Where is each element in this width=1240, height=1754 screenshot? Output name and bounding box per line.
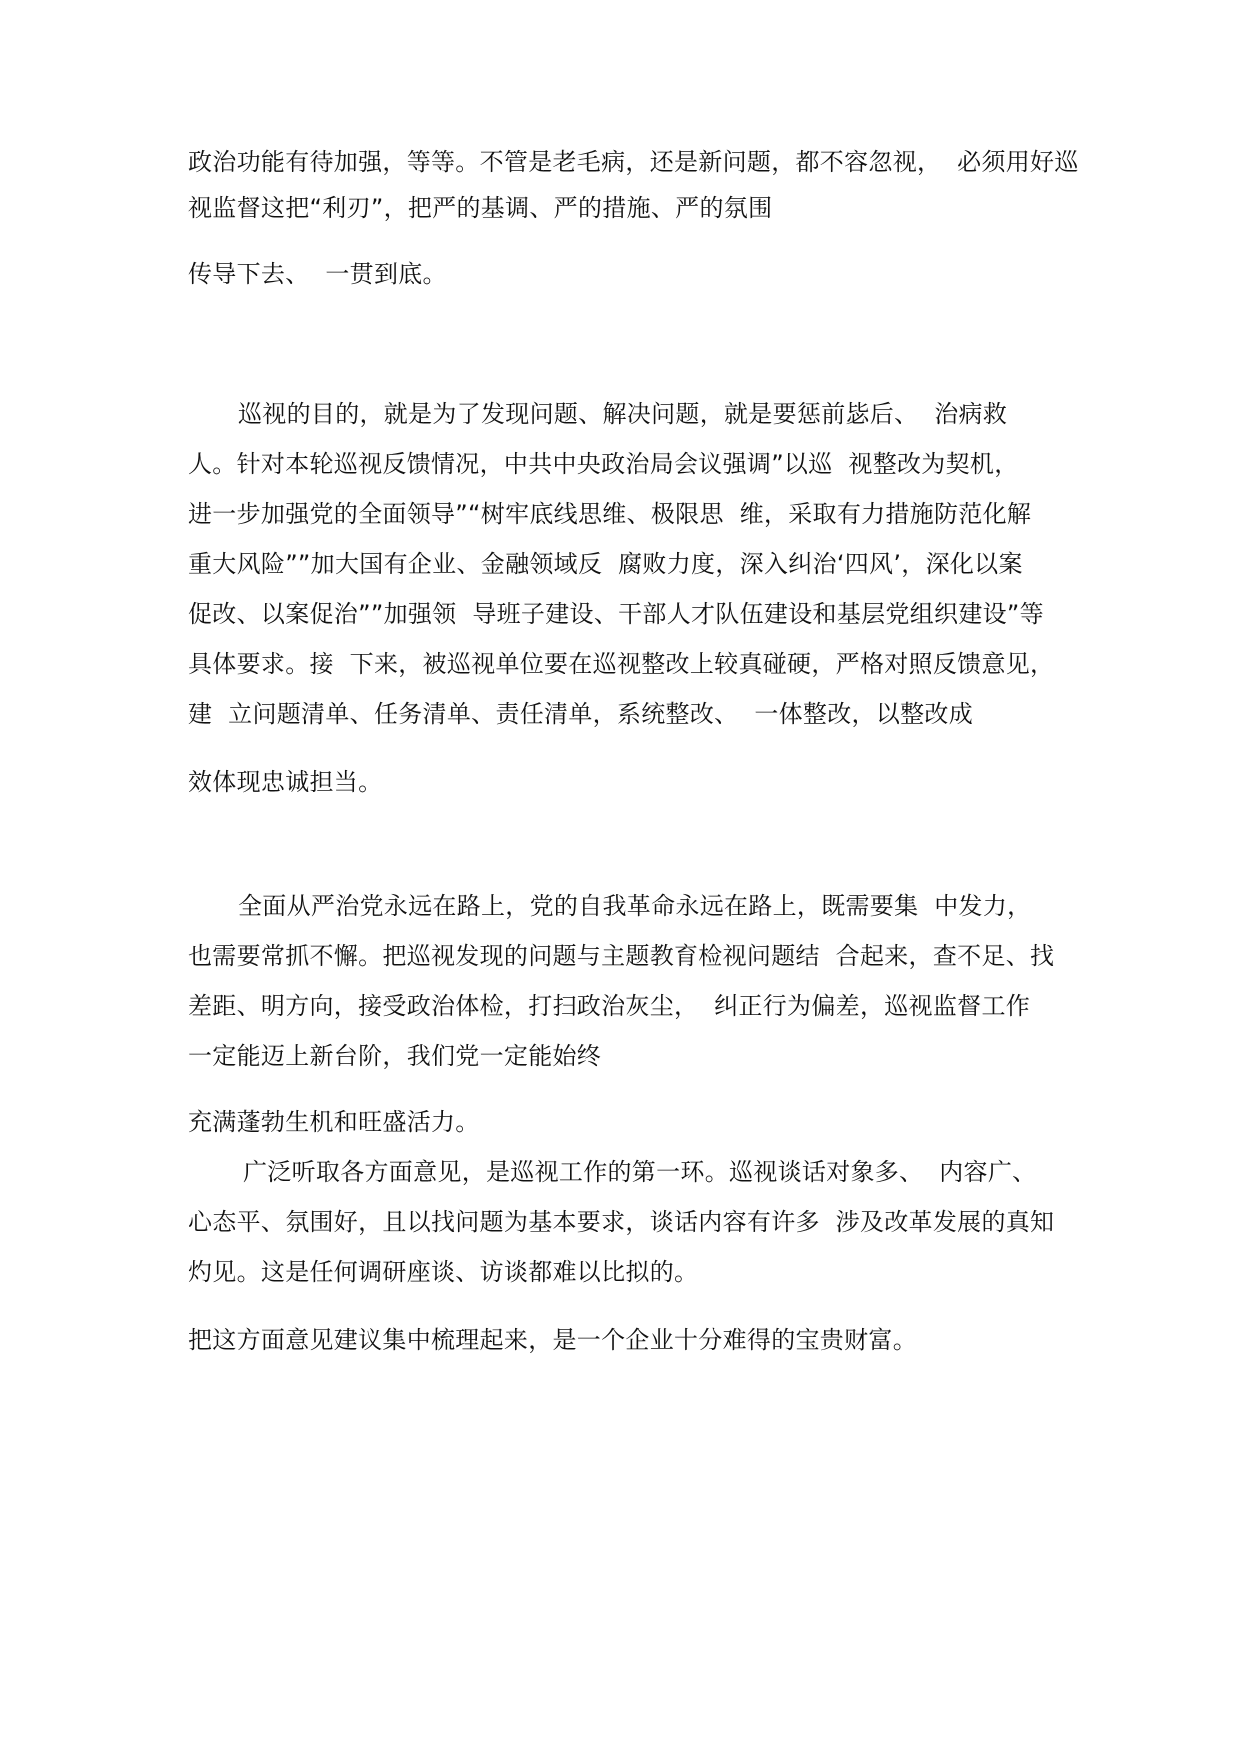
paragraph-2-line-1: 巡视的目的，就是为了发现问题、解决问题，就是要惩前毖后、 治病救 [238,400,1008,428]
paragraph-3-line-4: 一定能迈上新台阶，我们党一定能始终 [188,1042,602,1070]
paragraph-3-line-3: 差距、明方向，接受政治体检，打扫政治灰尘， 纠正行为偏差，巡视监督工作 [188,992,1031,1020]
paragraph-2-line-6: 具体要求。接 下来，被巡视单位要在巡视整改上较真碰硬，严格对照反馈意见， [188,650,1055,678]
paragraph-2-line-7: 建 立问题清单、任务清单、责任清单，系统整改、 一体整改，以整改成 [188,700,974,728]
paragraph-4-line-1: 广泛听取各方面意见，是巡视工作的第一环。巡视谈话对象多、 内容广、 [243,1158,1037,1186]
paragraph-3-line-2: 也需要常抓不懈。把巡视发现的问题与主题教育检视问题结 合起来，查不足、找 [188,942,1055,970]
paragraph-3-line-5: 充满蓬勃生机和旺盛活力。 [188,1108,480,1136]
paragraph-2-line-5: 促改、以案促治””加强领 导班子建设、干部人才队伍建设和基层党组织建设”等 [188,600,1044,628]
paragraph-1-line-2: 视监督这把“利刃”，把严的基调、严的措施、严的氛围 [188,194,773,222]
paragraph-4-line-2: 心态平、氛围好，且以找问题为基本要求，谈话内容有许多 涉及改革发展的真知 [188,1208,1055,1236]
paragraph-2-line-4: 重大风险””加大国有企业、金融领域反 腐败力度，深入纠治‘四风’，深化以案 [188,550,1023,578]
paragraph-4-line-3: 灼见。这是任何调研座谈、访谈都难以比拟的。 [188,1258,699,1286]
paragraph-2-line-8: 效体现忠诚担当。 [188,768,383,796]
paragraph-2-line-3: 进一步加强党的全面领导”“树牢底线思维、极限思 维，采取有力措施防范化解 [188,500,1032,528]
paragraph-3-line-1: 全面从严治党永远在路上，党的自我革命永远在路上，既需要集 中发力， [238,892,1032,920]
paragraph-4-line-4: 把这方面意见建议集中梳理起来，是一个企业十分难得的宝贵财富。 [188,1326,917,1354]
paragraph-1-line-1: 政治功能有待加强，等等。不管是老毛病，还是新问题，都不容忽视， 必须用好巡 [188,148,1079,176]
paragraph-2-line-2: 人。针对本轮巡视反馈情况，中共中央政治局会议强调”以巡 视整改为契机， [188,450,1019,478]
paragraph-1-line-3: 传导下去、 一贯到底。 [188,260,447,288]
